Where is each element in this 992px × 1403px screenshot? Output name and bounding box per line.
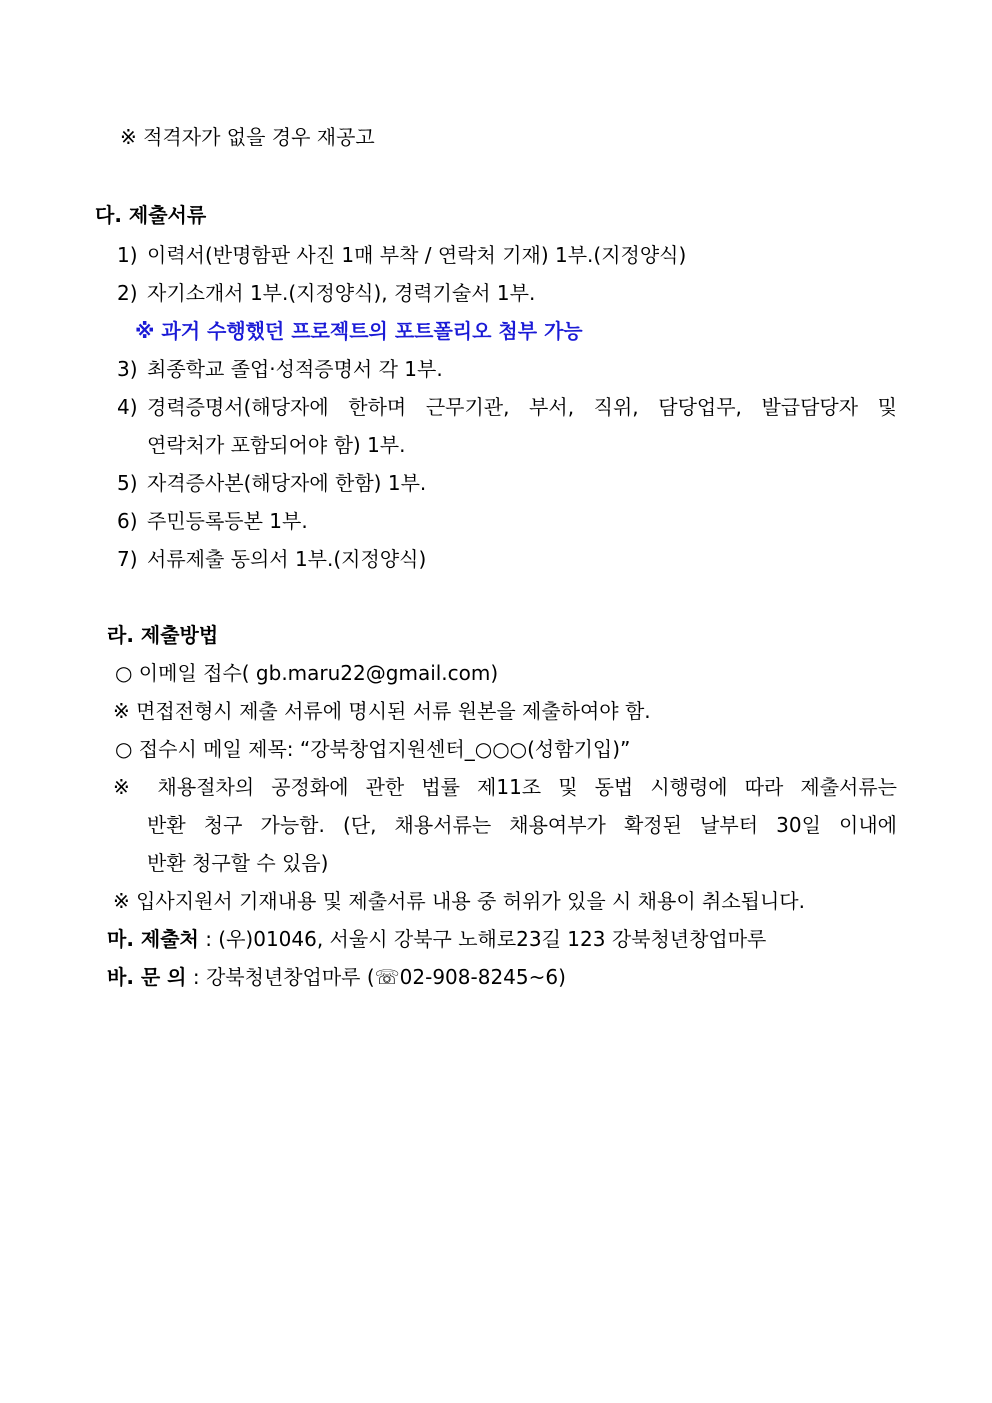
list-item-number: 5) [117,471,138,495]
list-item-text: 자기소개서 1부.(지정양식), 경력기술서 1부. [147,281,536,305]
list-item-text: 경력증명서(해당자에 한하며 근무기관, 부서, 직위, 담당업무, 발급담당자 및 [147,395,897,419]
separator: : [186,965,206,989]
inquiry-row [107,962,566,992]
inquiry-value: 강북청년창업마루 (☏02-908-8245~6) [205,965,566,989]
email-subject-line: ○ 접수시 메일 제목: “강북창업지원센터_○○○(성함기입)” [115,737,631,761]
submission-address-row [107,924,766,954]
separator: : [198,927,219,951]
list-item [117,392,897,422]
section-ra-heading: 라. 제출방법 [107,623,219,647]
list-item-number: 4) [117,395,138,419]
list-item [117,278,535,308]
law-note-line-3: 반환 청구할 수 있음) [147,851,329,875]
submission-address-value: (우)01046, 서울시 강북구 노해로23길 123 강북청년창업마루 [218,927,767,951]
list-item-text: 자격증사본(해당자에 한함) 1부. [147,471,427,495]
list-item [117,544,426,574]
law-note-line-1: ※ 채용절차의 공정화에 관한 법률 제11조 및 동법 시행령에 따라 제출서류는 [113,775,897,799]
list-item [117,354,443,384]
list-item-text: 이력서(반명함판 사진 1매 부착 / 연락처 기재) 1부.(지정양식) [147,243,687,267]
list-item [117,468,426,498]
list-item [117,240,686,270]
list-item-number: 7) [117,547,138,571]
list-item-continuation: 연락처가 포함되어야 함) 1부. [147,433,406,457]
list-item-number: 6) [117,509,138,533]
list-item-number: 1) [117,243,138,267]
false-info-note: ※ 입사지원서 기재내용 및 제출서류 내용 중 허위가 있을 시 채용이 취소됩니다. [113,889,805,913]
submission-address-label: 마. 제출처 [107,927,199,951]
law-note-line-2: 반환 청구 가능함. (단, 채용서류는 채용여부가 확정된 날부터 30일 이내에 [147,813,897,837]
list-item-number: 3) [117,357,138,381]
recruitment-notice: ※ 적격자가 없을 경우 재공고 [120,125,375,149]
portfolio-note: ※ 과거 수행했던 프로젝트의 포트폴리오 첨부 가능 [135,319,583,343]
list-item-text: 최종학교 졸업·성적증명서 각 1부. [147,357,443,381]
list-item [117,506,308,536]
list-item-text: 서류제출 동의서 1부.(지정양식) [147,547,427,571]
list-item-number: 2) [117,281,138,305]
interview-note: ※ 면접전형시 제출 서류에 명시된 서류 원본을 제출하여야 함. [113,699,651,723]
inquiry-label: 바. 문 의 [107,965,187,989]
list-item-text: 주민등록등본 1부. [147,509,308,533]
email-submission-line: ○ 이메일 접수( gb.maru22@gmail.com) [115,661,499,685]
section-da-heading: 다. 제출서류 [95,203,207,227]
